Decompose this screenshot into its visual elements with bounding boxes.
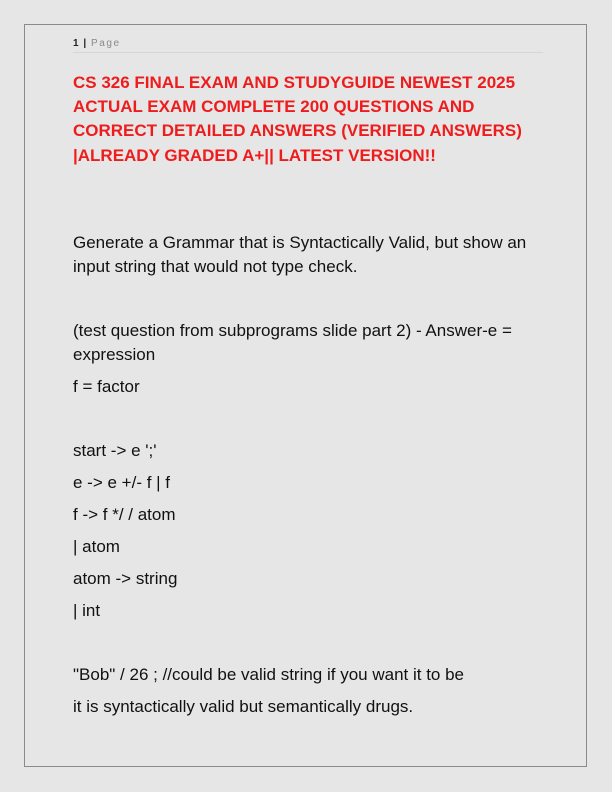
- grammar-rule: f -> f */ / atom: [73, 505, 176, 524]
- grammar-rule: | int: [73, 601, 101, 620]
- grammar-rule: | atom: [73, 537, 120, 556]
- page-number: 1: [73, 38, 79, 49]
- page-separator: |: [83, 38, 87, 49]
- document-page: [24, 24, 587, 767]
- page-header: [73, 37, 543, 53]
- grammar-rule: e -> e +/- f | f: [73, 473, 171, 492]
- answer-intro: (test question from subprograms slide part 2) - Answer-e = expression: [73, 321, 512, 364]
- question-text: Generate a Grammar that is Syntactically Valid, but show an input string that would not type check.: [73, 233, 527, 276]
- answer-line: f = factor: [73, 377, 140, 396]
- grammar-rule: atom -> string: [73, 569, 178, 588]
- conclusion-text: it is syntactically valid but semantically drugs.: [73, 697, 414, 716]
- page-label: Page: [90, 38, 121, 49]
- example-input: "Bob" / 26 ; //could be valid string if you want it to be: [73, 665, 465, 684]
- document-title: CS 326 FINAL EXAM AND STUDYGUIDE NEWEST 2025 ACTUAL EXAM COMPLETE 200 QUESTIONS AND CORRECT DETAILED ANSWERS (VERIFIED ANSWERS) |ALREADY GRADED A+|| LATEST VERSION!!: [73, 73, 522, 165]
- grammar-rule: start -> e ';': [73, 441, 157, 460]
